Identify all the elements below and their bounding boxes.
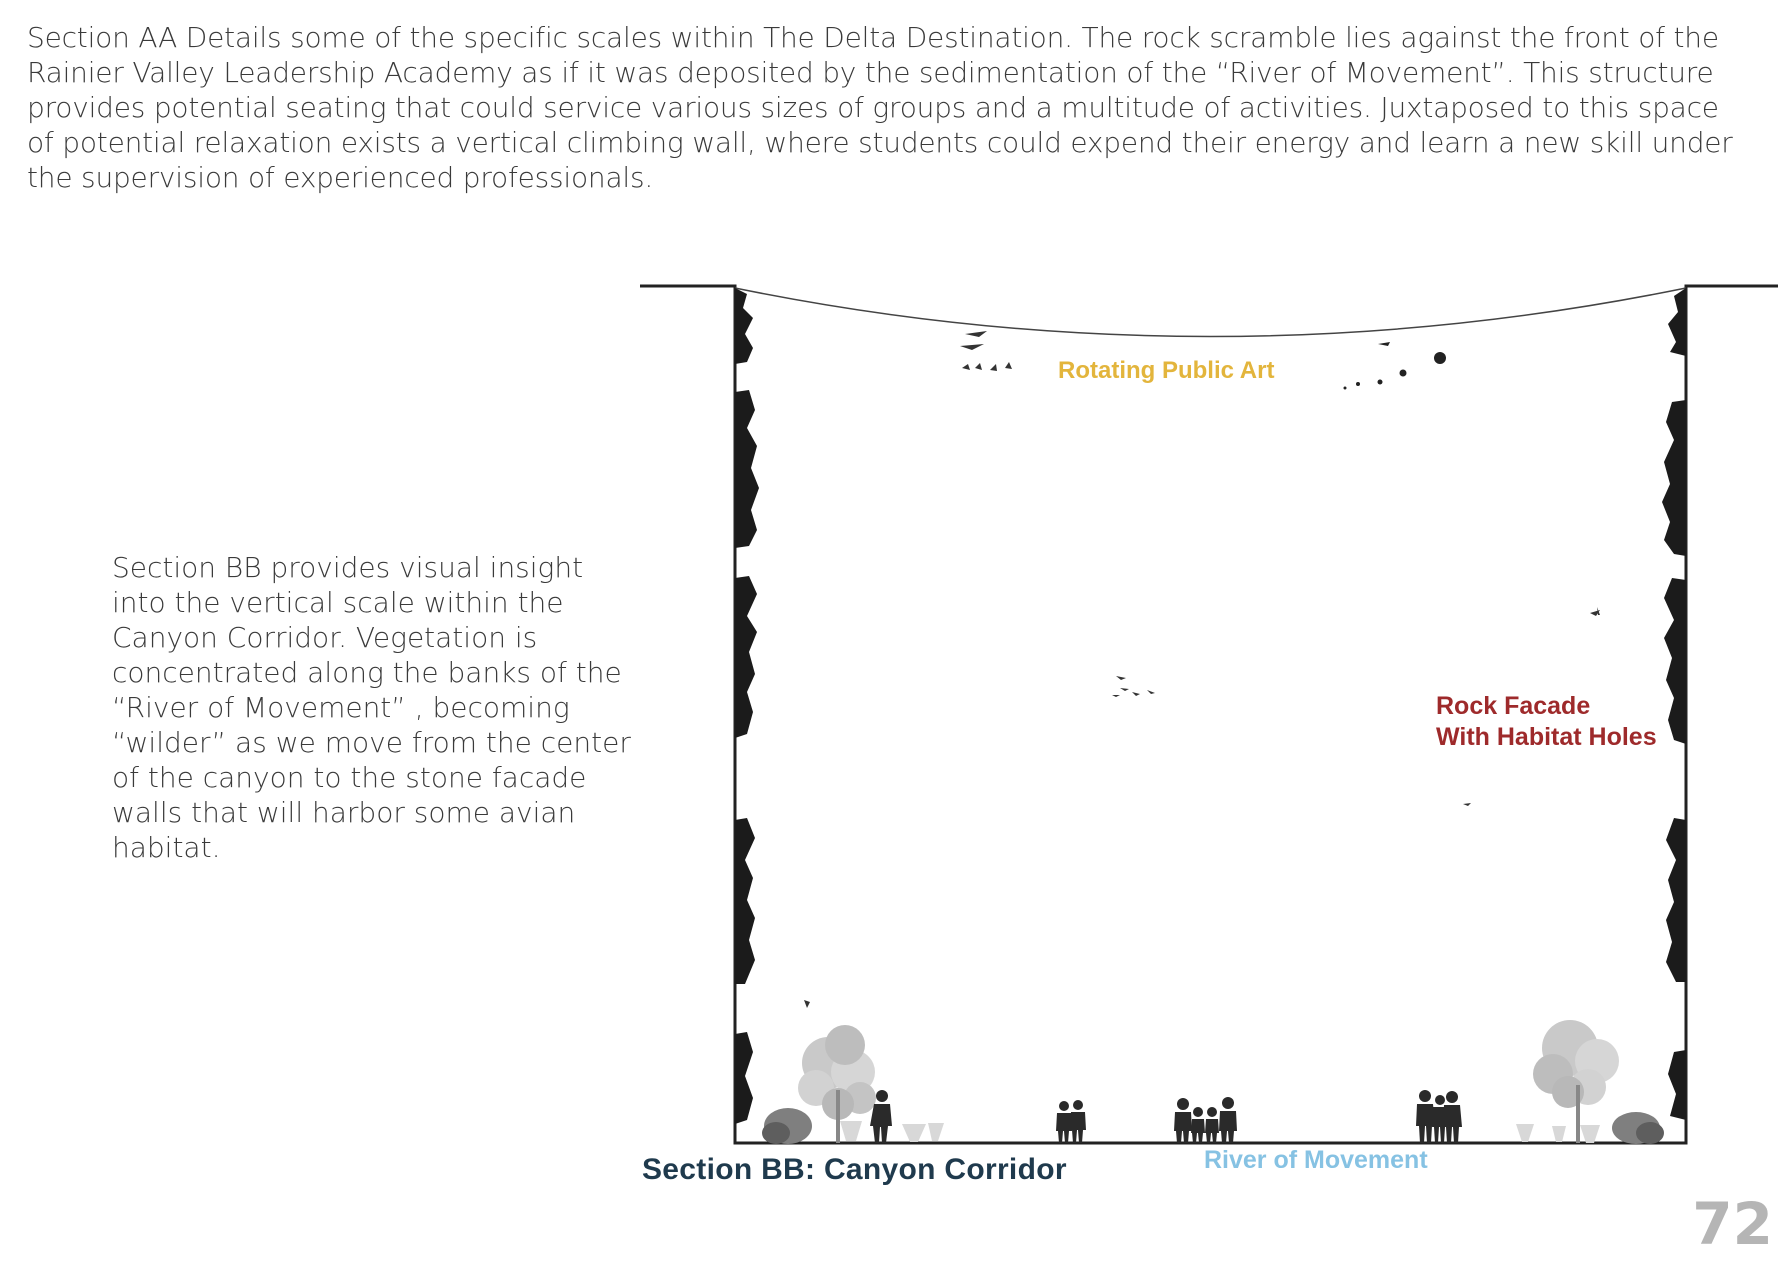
page-number: 72: [1692, 1190, 1773, 1258]
rock-facade-label: [1436, 691, 1657, 753]
people-group-right: [1416, 1090, 1462, 1143]
people-group-center: [1174, 1097, 1237, 1143]
birds: [804, 607, 1600, 1008]
right-tree: [1533, 1020, 1619, 1143]
section-title: Section BB: Canyon Corridor: [642, 1153, 1067, 1186]
right-shrubs: [1516, 1112, 1664, 1144]
rock-facade-label-line-2: With Habitat Holes: [1436, 723, 1657, 751]
intro-paragraph: Section AA Details some of the specific scales within The Delta Destination. The rock scramble lies against the front of the Rainier Valley Leadership Academy as if it was deposited by the sedimentation of the “River of Movement”. This structure provides potential seating that could service various sizes of groups and a multitude of activities. Juxtaposed to this space of potential relaxation exists a vertical climbing wall, where students could expend their energy and learn a new skill under the supervision of experienced professionals.: [27, 21, 1733, 194]
rotating-public-art-label: Rotating Public Art: [1058, 357, 1275, 384]
left-rock-facade: [735, 288, 759, 1124]
right-rock-facade: [1662, 288, 1686, 1120]
art-mobile-left: [960, 331, 1012, 371]
river-of-movement-label: River of Movement: [1204, 1146, 1428, 1174]
art-mobile-right: [1344, 342, 1447, 390]
people-couple-mid: [1056, 1100, 1086, 1143]
people: [870, 1090, 1462, 1143]
section-bb-description: Section BB provides visual insight into the vertical scale within the Canyon Corridor. Vegetation is concentrated along the banks of the “River of Movement” , becoming “wilder” as we move from the center of the canyon to the stone facade walls that will harbor some avian habitat.: [112, 551, 631, 864]
rock-facade-label-line-1: Rock Facade: [1436, 692, 1591, 720]
left-shrubs: [762, 1108, 944, 1144]
art-cable: [735, 288, 1686, 337]
